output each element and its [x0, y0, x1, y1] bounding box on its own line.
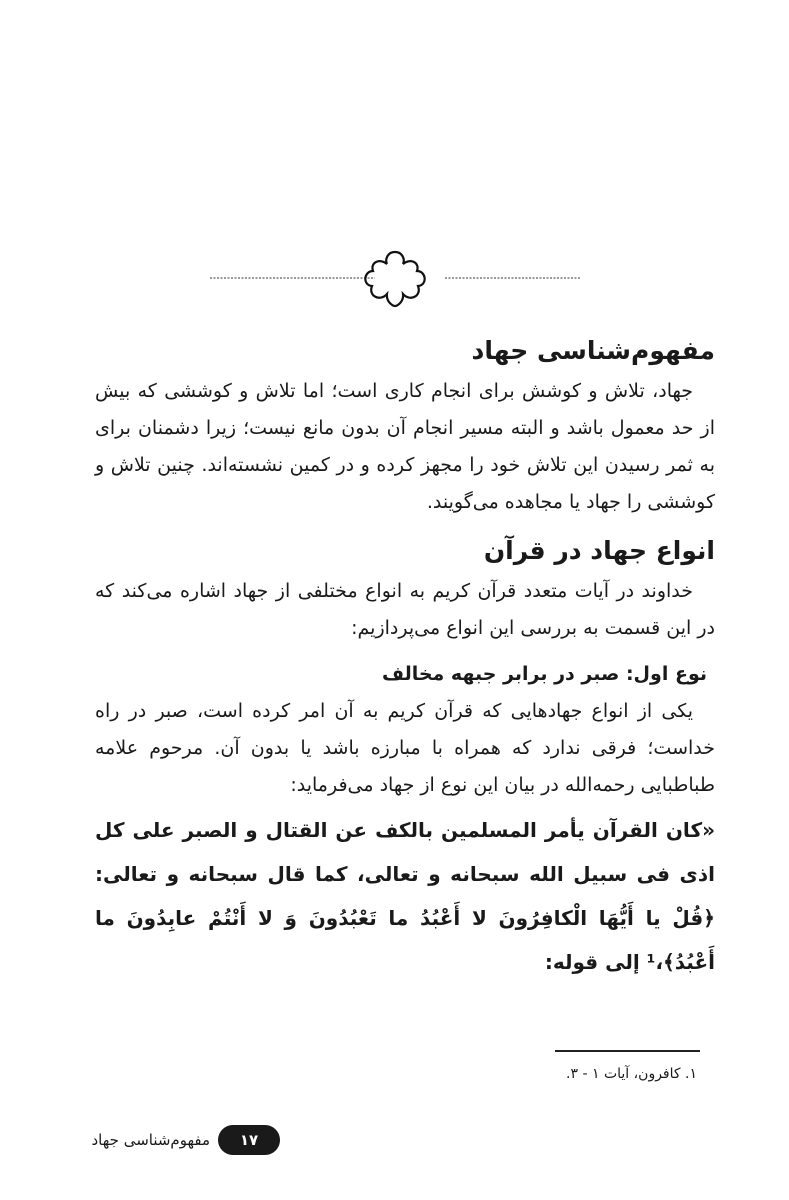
footnote-rule [555, 1050, 700, 1052]
subsection-title: نوع اول: صبر در برابر جبهه مخالف [381, 663, 707, 685]
section-paragraph: جهاد، تلاش و کوشش برای انجام کاری است؛ اما تلاش و کوششی که بیش از حد معمول باشد و البته مسیر انجام آن بدون مانع نیست؛ زیرا دشمنان برای به ثمر رسیدن این تلاش خود را مجهز کرده و در کمین نشسته‌اند. چنین تلاش و کوششی را جهاد یا مجاهده می‌گویند. [95, 380, 715, 513]
page-number-badge [218, 1125, 280, 1155]
ornament-divider [210, 240, 580, 320]
arabic-quote: «کان القرآن یأمر المسلمین بالکف عن القتال و الصبر علی کل اذی فی سبیل الله سبحانه و تعالی، کما قال سبحانه و تعالی: ﴿قُلْ یا أَیُّهَا الْکافِرُونَ لا أَعْبُدُ ما تَعْبُدُونَ وَ لا أَنْتُمْ عابِدُونَ ما أَعْبُدُ﴾،¹ إلی قوله: [95, 818, 715, 974]
page-body [95, 325, 715, 984]
section2-paragraph: خداوند در آیات متعدد قرآن کریم به انواع مختلفی از جهاد اشاره می‌کند که در این قسمت به بررسی این انواع می‌پردازیم: [95, 580, 715, 639]
page-footer [60, 1122, 280, 1158]
subsection-paragraph: یکی از انواع جهادهایی که قرآن کریم به آن امر کرده است، صبر در راه خداست؛ فرقی ندارد که همراه با مبارزه باشد یا بدون آن. مرحوم علامه طباطبایی رحمه‌الله در بیان این نوع از جهاد می‌فرماید: [95, 700, 715, 796]
section2-title: انواع جهاد در قرآن [483, 536, 715, 565]
page-number: ۱۷ [239, 1131, 259, 1149]
scalloped-frame-icon [365, 252, 424, 306]
section-title: مفهوم‌شناسی جهاد [471, 336, 715, 365]
running-title: مفهوم‌شناسی جهاد [91, 1131, 210, 1149]
footnote: ۱. کافرون، آیات ۱ - ۳. [566, 1066, 697, 1082]
